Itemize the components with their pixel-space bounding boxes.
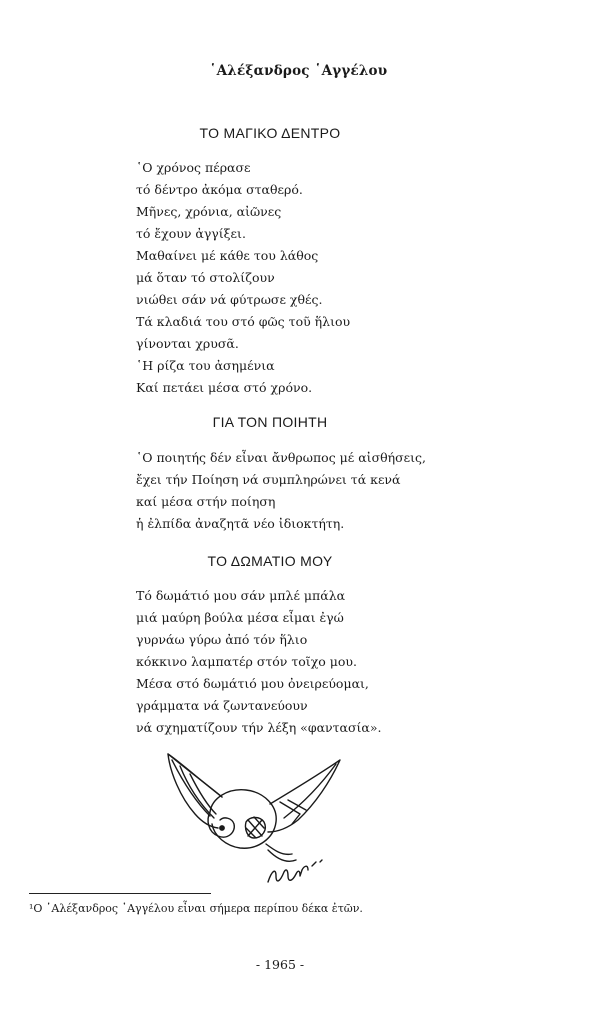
poem-line: γίνονται χρυσᾶ. (136, 336, 239, 351)
poem-line: Τά κλαδιά του στό φῶς τοῦ ἥλιου (136, 314, 351, 329)
poem-line: γυρνάω γύρω ἀπό τόν ἥλιο (136, 632, 308, 647)
poem-line: καί μέσα στήν ποίηση (136, 494, 276, 509)
footnote: ¹Ο ῾Αλέξανδρος ῾Αγγέλου εἶναι σήμερα περίπου δέκα ἐτῶν. (29, 902, 363, 915)
poem-line: Τό δωμάτιό μου σάν μπλέ μπάλα (136, 588, 346, 603)
poem-line: ἡ ἐλπίδα ἀναζητᾶ νέο ἰδιοκτήτη. (136, 516, 345, 531)
poem-line: μά ὅταν τό στολίζουν (136, 270, 275, 285)
poem-line: Μαθαίνει μέ κάθε του λάθος (136, 248, 319, 263)
author-name: ῾Αλέξανδρος ῾Αγγέλου (209, 63, 388, 79)
poem-line: Μέσα στό δωμάτιό μου ὀνειρεύομαι, (136, 676, 369, 691)
poem-title-my-room: ΤΟ ΔΩΜΑΤΙΟ ΜΟΥ (207, 553, 333, 569)
poem-line: τό δέντρο ἀκόμα σταθερό. (136, 182, 303, 197)
poem-stanza-for-the-poet (136, 447, 426, 535)
poem-line: Καί πετάει μέσα στό χρόνο. (136, 380, 313, 395)
poem-line: νιώθει σάν νά φύτρωσε χθές. (136, 292, 323, 307)
poem-line: νά σχηματίζουν τήν λέξη «φαντασία». (136, 720, 382, 735)
poem-title-for-the-poet: ΓΙΑ ΤΟΝ ΠΟΙΗΤΗ (212, 414, 328, 430)
poem-line: μιά μαύρη βούλα μέσα εἶμαι ἐγώ (136, 610, 344, 625)
poem-line: τό ἔχουν ἀγγίξει. (136, 226, 246, 241)
poem-stanza-my-room (136, 585, 381, 739)
poem-line: ῾Η ρίζα του ἀσημένια (136, 358, 275, 373)
page-number: - 1965 - (255, 957, 305, 972)
bird-drawing-icon (150, 742, 360, 892)
poem-line: γράμματα νά ζωντανεύουν (136, 698, 308, 713)
poem-line: ῾Ο χρόνος πέρασε (136, 160, 251, 175)
poem-stanza-magic-tree (136, 157, 350, 399)
poem-line: ἔχει τήν Ποίηση νά συμπληρώνει τά κενά (136, 472, 401, 487)
poem-title-magic-tree: ΤΟ ΜΑΓΙΚΟ ΔΕΝΤΡΟ (199, 125, 341, 141)
poem-line: κόκκινο λαμπατέρ στόν τοῖχο μου. (136, 654, 358, 669)
poem-line: Μῆνες, χρόνια, αἰῶνες (136, 204, 282, 219)
poem-line: ῾Ο ποιητής δέν εἶναι ἄνθρωπος μέ αἰσθήσεις, (136, 450, 427, 465)
footnote-divider (29, 893, 211, 894)
